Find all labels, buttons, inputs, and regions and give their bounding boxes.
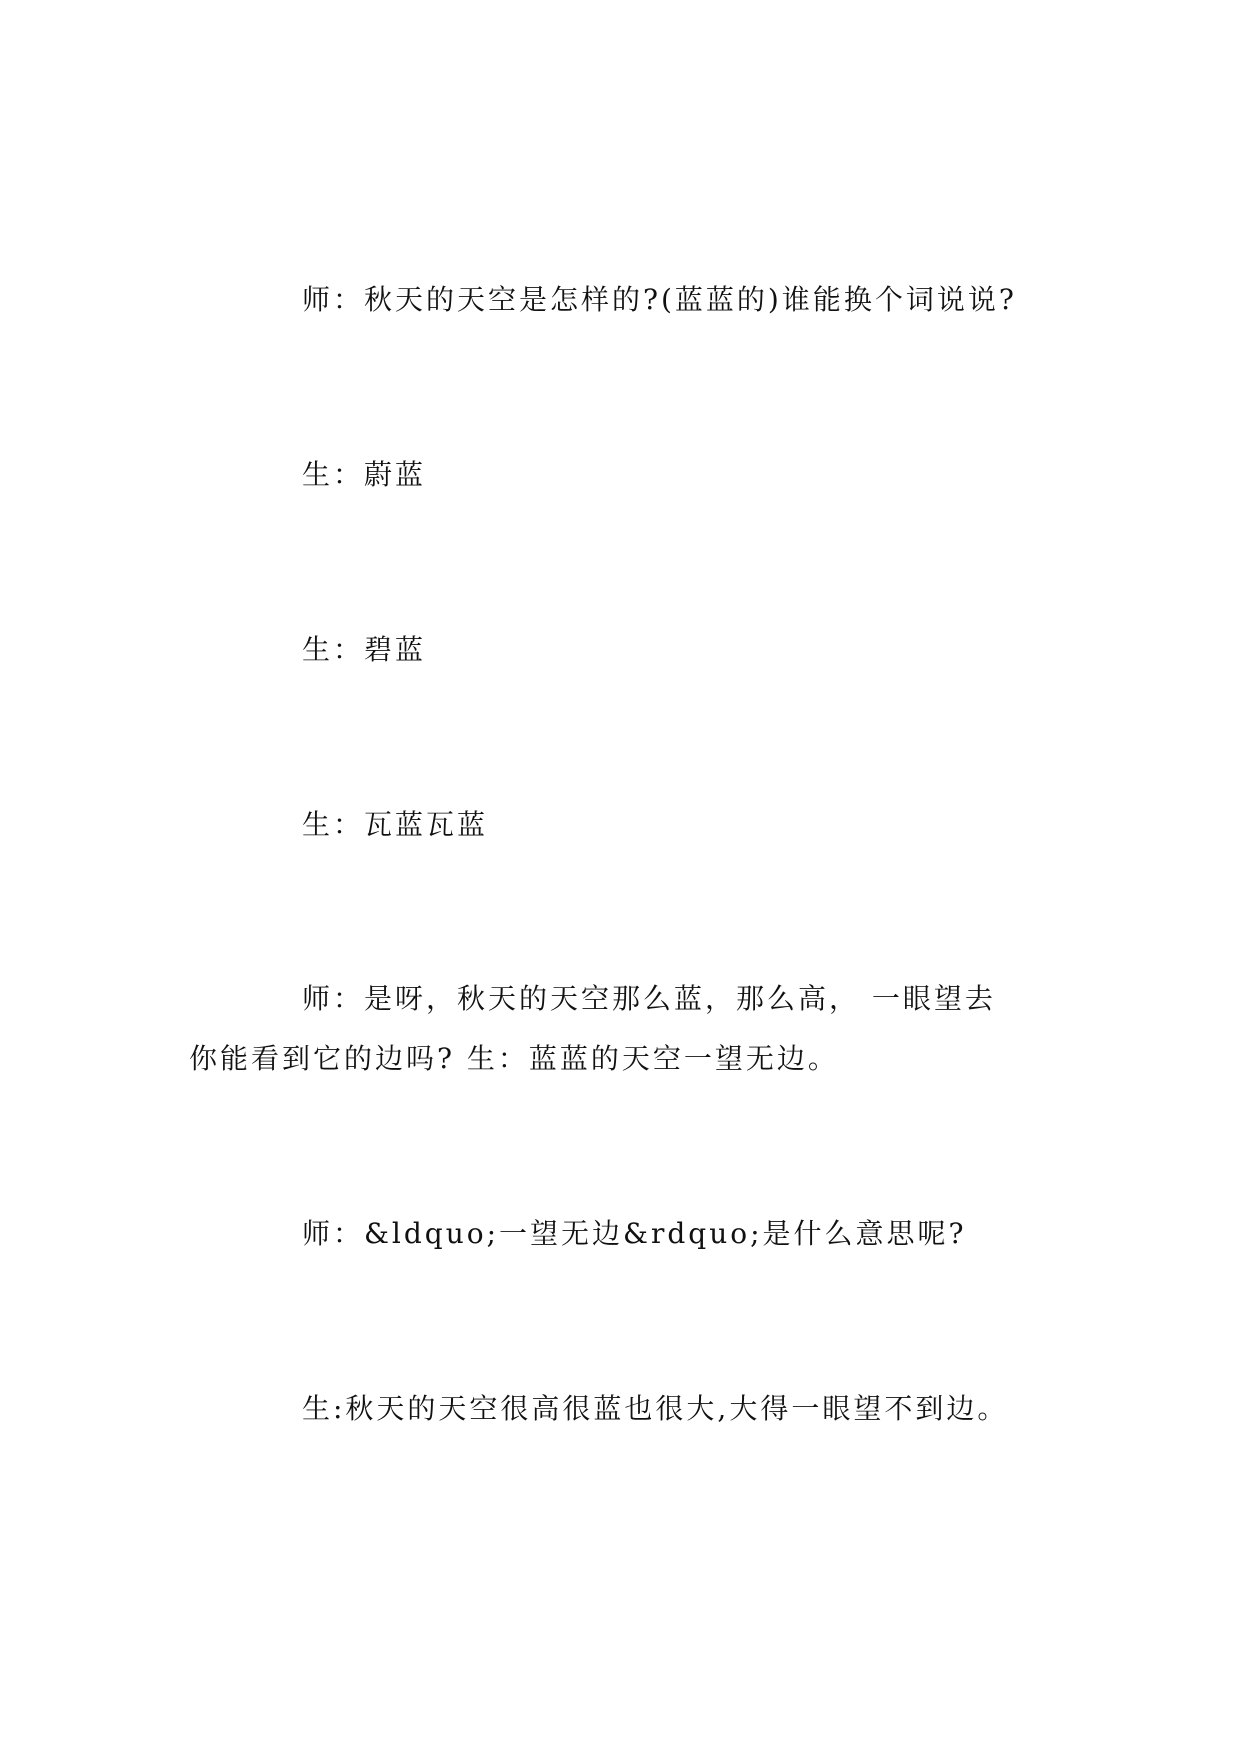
paragraph-teacher-meaning-question: 师：&ldquo;一望无边&rdquo;是什么意思呢?	[302, 1217, 967, 1250]
paragraph-student-answer-1: 生：蔚蓝	[302, 458, 427, 491]
paragraph-student-answer-3: 生：瓦蓝瓦蓝	[302, 808, 489, 841]
paragraph-student-explanation: 生:秋天的天空很高很蓝也很大,大得一眼望不到边。	[302, 1392, 1009, 1425]
paragraph-teacher-remark-line2: 你能看到它的边吗? 生：蓝蓝的天空一望无边。	[189, 1042, 839, 1075]
paragraph-teacher-question: 师：秋天的天空是怎样的?(蓝蓝的)谁能换个词说说?	[302, 283, 1017, 316]
paragraph-student-answer-2: 生：碧蓝	[302, 633, 427, 666]
paragraph-teacher-remark-line1: 师：是呀，秋天的天空那么蓝，那么高， 一眼望去	[302, 982, 996, 1015]
